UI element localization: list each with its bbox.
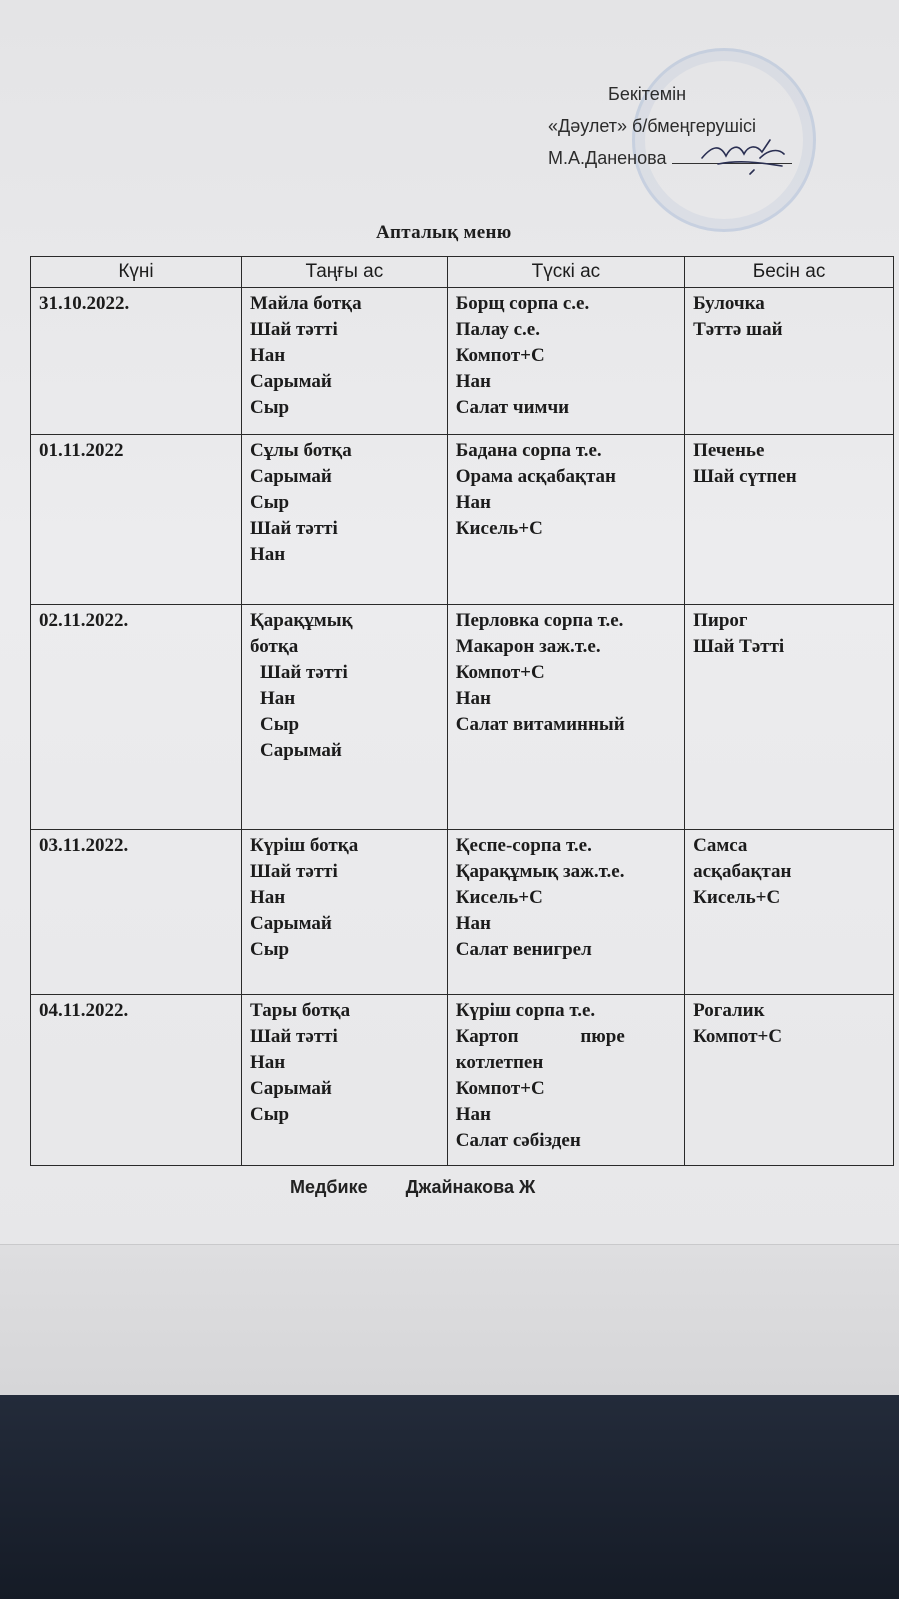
menu-item: Шай тәтті: [250, 518, 338, 539]
menu-item: Сыр: [250, 939, 290, 960]
menu-item: Шай тәтті: [250, 1026, 338, 1047]
menu-item: асқабақтан: [693, 861, 792, 882]
approval-heading: Бекітемін: [608, 84, 687, 104]
menu-item: Булочка: [693, 293, 765, 314]
menu-item: Сарымай: [250, 371, 332, 392]
menu-item: Нан: [250, 544, 286, 565]
menu-item: Майла ботқа: [250, 293, 362, 314]
breakfast-cell: [242, 605, 448, 830]
menu-item: Қарақұмық: [250, 610, 353, 631]
menu-item: Салат витаминный: [455, 714, 625, 735]
menu-item: Сыр: [260, 714, 300, 735]
header-day: Күні: [31, 257, 242, 288]
menu-item: Шай тәтті: [260, 662, 348, 683]
menu-item: ботқа: [250, 636, 299, 657]
handwritten-signature: [698, 136, 788, 176]
menu-item: Макарон заж.т.е.: [455, 636, 601, 657]
menu-item: Компот+С: [455, 662, 545, 683]
menu-item: Кисель+С: [693, 887, 781, 908]
menu-item: Сарымай: [250, 1078, 332, 1099]
menu-item: Салат венигрел: [455, 939, 592, 960]
page-title: Апталық меню: [376, 222, 512, 243]
menu-item: Компот+С: [455, 345, 545, 366]
menu-item: Сарымай: [260, 740, 342, 761]
lunch-cell: [447, 605, 684, 830]
table-row: [31, 435, 894, 605]
menu-item: Палау с.е.: [455, 319, 540, 340]
header-breakfast: Таңғы ас: [242, 257, 448, 288]
approval-name: М.А.Даненова: [548, 148, 667, 168]
header-snack: Бесін ас: [685, 257, 894, 288]
menu-item: Самса: [693, 835, 748, 856]
snack-cell: [685, 605, 894, 830]
menu-item: Нан: [455, 371, 491, 392]
date-cell: 01.11.2022: [31, 435, 242, 605]
footer-name: Джайнакова Ж: [405, 1177, 536, 1197]
menu-item: Орама асқабақтан: [455, 466, 616, 487]
menu-item: Сыр: [250, 1104, 290, 1125]
menu-item: Нан: [260, 688, 296, 709]
menu-item: Печенье: [693, 440, 765, 461]
date-cell: 02.11.2022.: [31, 605, 242, 830]
table-row: [31, 995, 894, 1166]
menu-item: Сыр: [250, 492, 290, 513]
menu-item: Борщ сорпа с.е.: [455, 293, 590, 314]
menu-item: Кисель+С: [455, 518, 543, 539]
menu-item: Нан: [250, 887, 286, 908]
menu-item: Компот+С: [455, 1078, 545, 1099]
menu-item: Шай сүтпен: [693, 466, 797, 487]
menu-item: Перловка сорпа т.е.: [455, 610, 624, 631]
table-header-row: [31, 257, 894, 288]
lunch-cell: [447, 830, 684, 995]
menu-item: Нан: [250, 1052, 286, 1073]
snack-cell: [685, 830, 894, 995]
breakfast-cell: [242, 435, 448, 605]
menu-item: Бадана сорпа т.е.: [455, 440, 602, 461]
menu-item: Сұлы ботқа: [250, 440, 352, 461]
menu-item: Салат чимчи: [455, 397, 570, 418]
approval-position: «Дәулет» б/бмеңгерушісі: [548, 116, 756, 136]
header-lunch: Түскі ас: [447, 257, 684, 288]
menu-item: Тәттә шай: [693, 319, 783, 340]
menu-item: Сарымай: [250, 466, 332, 487]
menu-item: Күріш сорпа т.е.: [455, 1000, 596, 1021]
menu-item: Шай тәтті: [250, 319, 338, 340]
table-row: [31, 288, 894, 435]
menu-item: Күріш ботқа: [250, 835, 359, 856]
menu-item: Нан: [455, 1104, 491, 1125]
menu-item: Салат сәбізден: [455, 1130, 581, 1151]
background-surface: [0, 1395, 899, 1599]
menu-item: Нан: [455, 913, 491, 934]
menu-item: Картоп пюре: [455, 1026, 625, 1047]
paper-fold: [0, 1244, 899, 1396]
snack-cell: [685, 995, 894, 1166]
breakfast-cell: [242, 995, 448, 1166]
table-row: [31, 830, 894, 995]
menu-item: Тары ботқа: [250, 1000, 351, 1021]
menu-item: Шай тәтті: [250, 861, 338, 882]
menu-item: Нан: [455, 492, 491, 513]
lunch-cell: [447, 288, 684, 435]
menu-item: Қеспе-сорпа т.е.: [455, 835, 592, 856]
breakfast-cell: [242, 830, 448, 995]
menu-item: Рогалик: [693, 1000, 765, 1021]
menu-item: Пирог: [693, 610, 748, 631]
date-cell: 31.10.2022.: [31, 288, 242, 435]
menu-item: котлетпен: [455, 1052, 544, 1073]
footer-signoff: [290, 1177, 535, 1198]
menu-item: Компот+С: [693, 1026, 783, 1047]
table-row: [31, 605, 894, 830]
snack-cell: [685, 288, 894, 435]
menu-item: Кисель+С: [455, 887, 543, 908]
lunch-cell: [447, 435, 684, 605]
menu-item: Сыр: [250, 397, 290, 418]
menu-item: Шай Тәтті: [693, 636, 785, 657]
date-cell: 04.11.2022.: [31, 995, 242, 1166]
breakfast-cell: [242, 288, 448, 435]
footer-role: Медбике: [290, 1177, 368, 1197]
menu-item: Нан: [455, 688, 491, 709]
menu-item: Нан: [250, 345, 286, 366]
weekly-menu-table: [30, 256, 894, 1166]
lunch-cell: [447, 995, 684, 1166]
date-cell: 03.11.2022.: [31, 830, 242, 995]
snack-cell: [685, 435, 894, 605]
menu-item: Қарақұмық заж.т.е.: [455, 861, 625, 882]
menu-item: Сарымай: [250, 913, 332, 934]
